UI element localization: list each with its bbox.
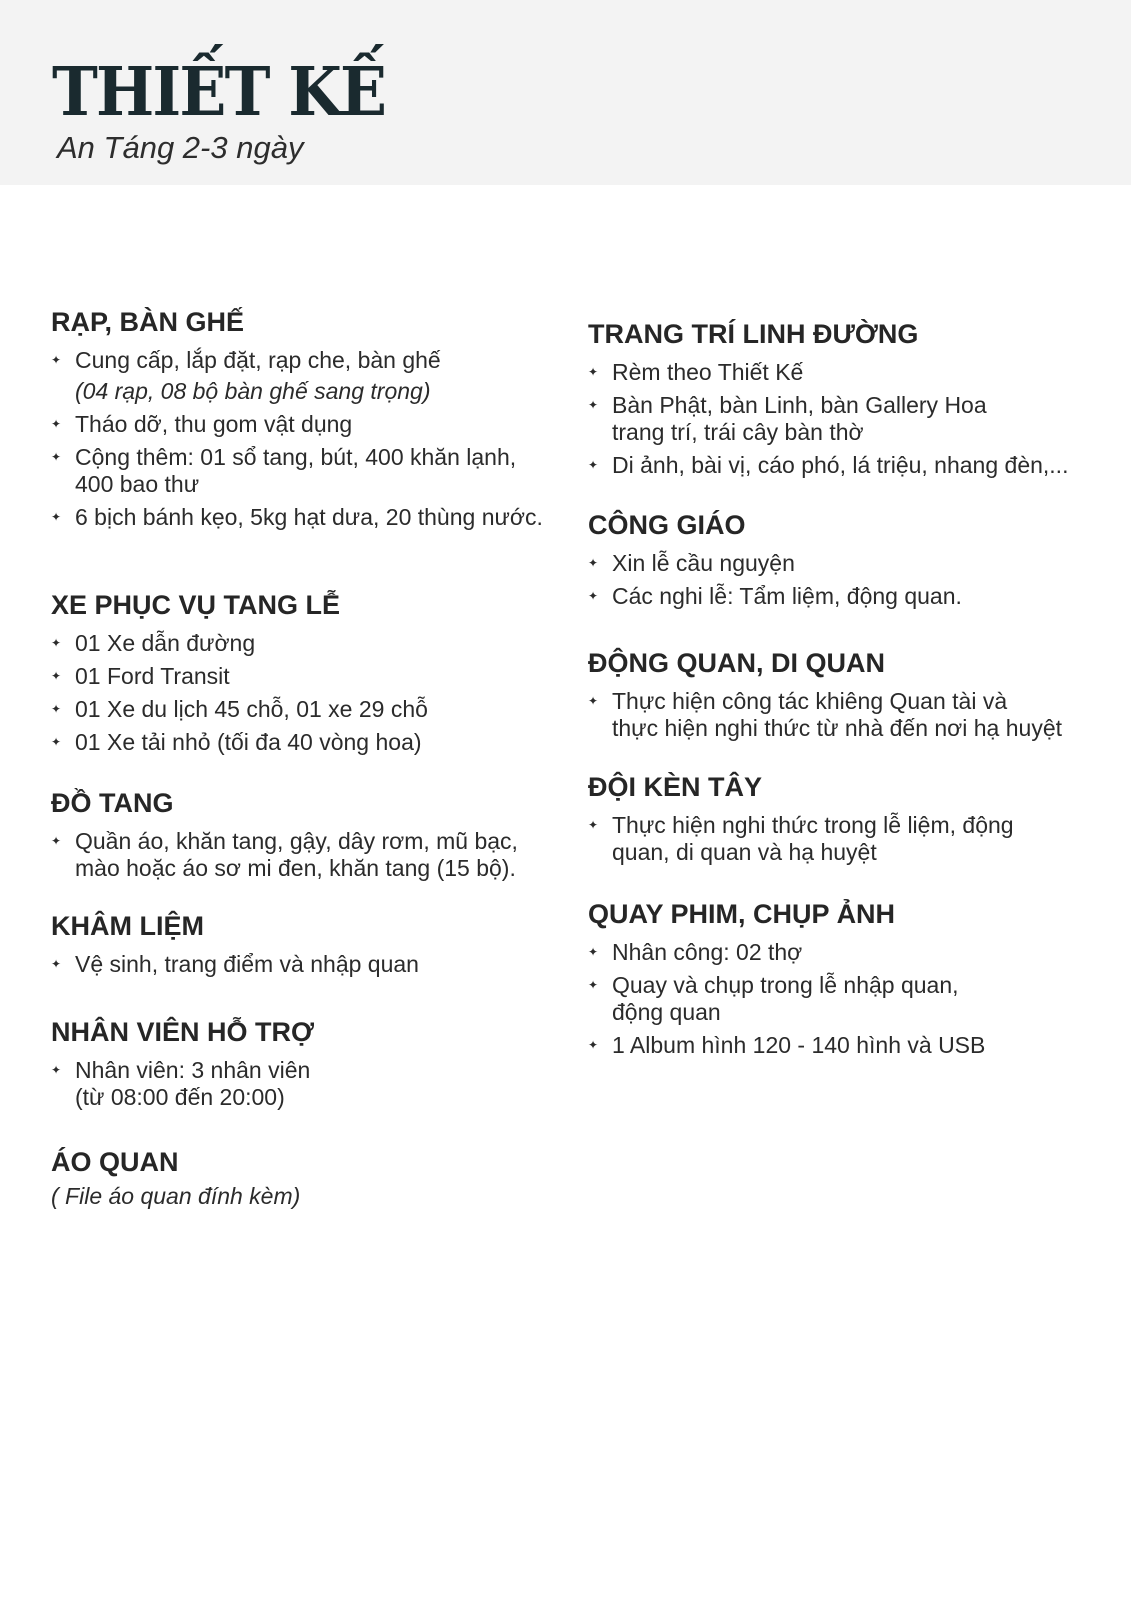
star-bullet-icon: ✦	[588, 589, 599, 603]
item-text: Bàn Phật, bàn Linh, bàn Gallery Hoa	[612, 392, 987, 418]
list-item	[51, 411, 571, 438]
list-item	[51, 444, 571, 498]
list-item	[588, 550, 1118, 577]
star-bullet-icon: ✦	[51, 510, 62, 524]
list-item	[588, 392, 1118, 446]
item-text: Tháo dỡ, thu gom vật dụng	[75, 411, 353, 437]
section-trang-tri	[588, 317, 1118, 485]
item-text: Quay và chụp trong lễ nhập quan,	[612, 972, 959, 998]
page-subtitle: An Táng 2-3 ngày	[57, 130, 304, 165]
star-bullet-icon: ✦	[51, 450, 62, 464]
section-heading: ĐỘNG QUAN, DI QUAN	[588, 648, 885, 678]
section-nhan-vien	[51, 1015, 571, 1117]
section-heading: CÔNG GIÁO	[588, 510, 746, 540]
section-do-tang	[51, 786, 571, 888]
item-text: 01 Ford Transit	[75, 663, 230, 689]
item-text: Vệ sinh, trang điểm và nhập quan	[75, 951, 419, 977]
item-text: Thực hiện công tác khiêng Quan tài và	[612, 688, 1008, 714]
item-list	[588, 939, 1118, 1059]
section-heading: ĐỘI KÈN TÂY	[588, 772, 763, 802]
star-bullet-icon: ✦	[51, 353, 62, 367]
star-bullet-icon: ✦	[588, 365, 599, 379]
item-text: Quần áo, khăn tang, gậy, dây rơm, mũ bạc,	[75, 828, 518, 854]
section-ao-quan	[51, 1145, 571, 1210]
item-text: động quan	[612, 999, 721, 1025]
item-list	[588, 359, 1118, 479]
item-list	[51, 347, 571, 531]
item-text: mào hoặc áo sơ mi đen, khăn tang (15 bộ).	[75, 855, 516, 881]
section-dong-quan	[588, 646, 1118, 748]
list-item	[588, 688, 1118, 742]
attachment-note: ( File áo quan đính kèm)	[51, 1183, 301, 1209]
list-item	[51, 663, 571, 690]
header-band	[0, 0, 1131, 185]
section-heading: QUAY PHIM, CHỤP ẢNH	[588, 899, 896, 929]
list-item	[51, 951, 571, 978]
item-text: quan, di quan và hạ huyệt	[612, 839, 877, 865]
section-doi-ken	[588, 770, 1118, 872]
star-bullet-icon: ✦	[51, 957, 62, 971]
list-item	[51, 347, 571, 405]
list-item	[51, 1057, 571, 1111]
item-text: trang trí, trái cây bàn thờ	[612, 419, 864, 445]
item-text: 01 Xe dẫn đường	[75, 630, 256, 656]
item-text: Nhân viên: 3 nhân viên	[75, 1057, 311, 1083]
list-item	[51, 504, 571, 531]
section-heading: XE PHỤC VỤ TANG LỄ	[51, 590, 341, 620]
star-bullet-icon: ✦	[51, 735, 62, 749]
item-list	[51, 1057, 571, 1111]
list-item	[51, 729, 571, 756]
section-cong-giao	[588, 508, 1118, 616]
section-heading: NHÂN VIÊN HỖ TRỢ	[51, 1017, 315, 1047]
star-bullet-icon: ✦	[51, 834, 62, 848]
star-bullet-icon: ✦	[588, 1038, 599, 1052]
item-list	[588, 550, 1118, 610]
list-item	[588, 939, 1118, 966]
list-item	[51, 630, 571, 657]
list-item	[588, 583, 1118, 610]
item-text: Di ảnh, bài vị, cáo phó, lá triệu, nhang đèn,...	[612, 452, 1069, 478]
item-text: thực hiện nghi thức từ nhà đến nơi hạ huyệt	[612, 715, 1063, 741]
star-bullet-icon: ✦	[51, 1063, 62, 1077]
list-item	[588, 359, 1118, 386]
item-text: 400 bao thư	[75, 471, 200, 497]
star-bullet-icon: ✦	[51, 669, 62, 683]
item-text: Xin lễ cầu nguyện	[612, 550, 795, 576]
section-rap-ban-ghe	[51, 305, 571, 537]
item-list	[51, 951, 571, 978]
list-item	[588, 1032, 1118, 1059]
item-text: Cung cấp, lắp đặt, rạp che, bàn ghế	[75, 347, 441, 373]
list-item	[588, 812, 1118, 866]
list-item	[588, 972, 1118, 1026]
list-item	[51, 696, 571, 723]
star-bullet-icon: ✦	[588, 818, 599, 832]
item-list	[51, 828, 571, 882]
star-bullet-icon: ✦	[588, 398, 599, 412]
item-text: (từ 08:00 đến 20:00)	[75, 1084, 285, 1110]
star-bullet-icon: ✦	[588, 556, 599, 570]
item-list	[588, 688, 1118, 742]
item-text: Rèm theo Thiết Kế	[612, 359, 804, 385]
section-heading: ĐỒ TANG	[51, 788, 174, 818]
section-heading: ÁO QUAN	[51, 1147, 179, 1177]
item-list	[588, 812, 1118, 866]
star-bullet-icon: ✦	[51, 417, 62, 431]
section-heading: KHÂM LIỆM	[51, 911, 204, 941]
item-text: 6 bịch bánh kẹo, 5kg hạt dưa, 20 thùng nước.	[75, 504, 543, 530]
item-text: 1 Album hình 120 - 140 hình và USB	[612, 1032, 986, 1058]
star-bullet-icon: ✦	[588, 694, 599, 708]
star-bullet-icon: ✦	[588, 978, 599, 992]
section-heading: TRANG TRÍ LINH ĐƯỜNG	[588, 319, 919, 349]
list-item	[51, 828, 571, 882]
item-text: 01 Xe du lịch 45 chỗ, 01 xe 29 chỗ	[75, 696, 428, 722]
section-xe-phuc-vu	[51, 588, 571, 762]
star-bullet-icon: ✦	[588, 945, 599, 959]
item-text: Cộng thêm: 01 sổ tang, bút, 400 khăn lạnh,	[75, 444, 517, 470]
item-text: Thực hiện nghi thức trong lễ liệm, động	[612, 812, 1014, 838]
page-title: THIẾT KẾ	[52, 52, 386, 131]
list-item	[588, 452, 1118, 479]
section-kham-liem	[51, 909, 571, 984]
item-list	[51, 630, 571, 756]
section-quay-phim	[588, 897, 1118, 1065]
item-text: Các nghi lễ: Tẩm liệm, động quan.	[612, 583, 962, 609]
item-text: Nhân công: 02 thợ	[612, 939, 803, 965]
item-note: (04 rạp, 08 bộ bàn ghế sang trọng)	[75, 378, 431, 404]
section-heading: RẠP, BÀN GHẾ	[51, 307, 245, 337]
star-bullet-icon: ✦	[51, 636, 62, 650]
item-text: 01 Xe tải nhỏ (tối đa 40 vòng hoa)	[75, 729, 422, 755]
star-bullet-icon: ✦	[588, 458, 599, 472]
star-bullet-icon: ✦	[51, 702, 62, 716]
